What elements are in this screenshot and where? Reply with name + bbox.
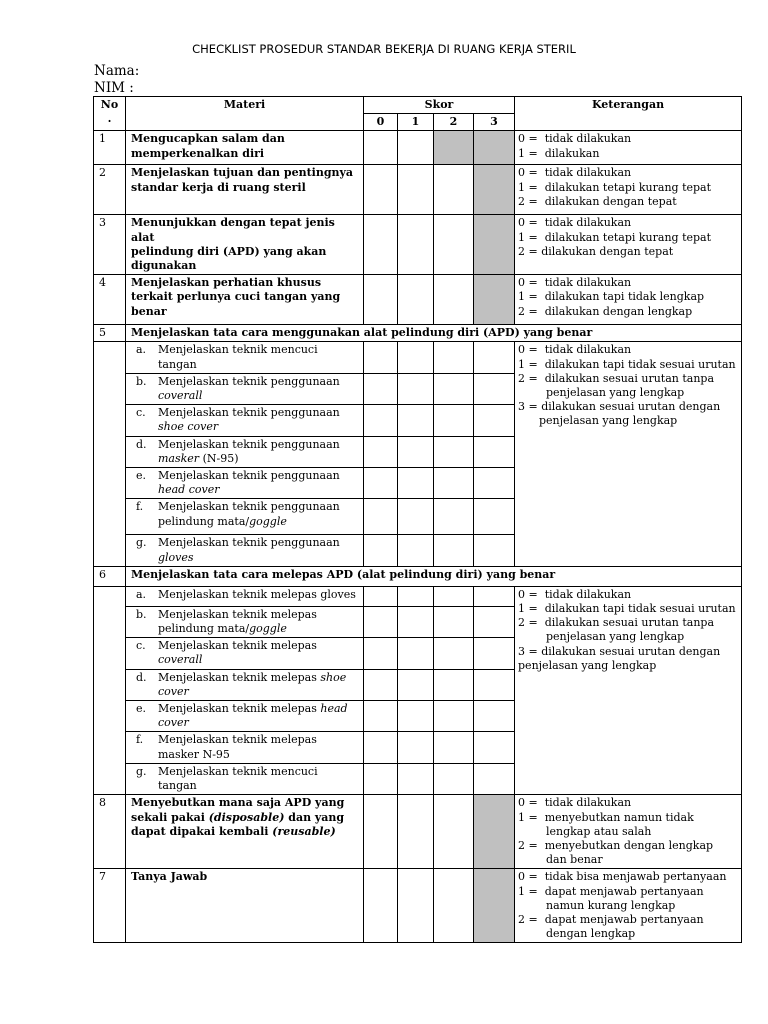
sub-item-row	[94, 342, 742, 373]
sub-item-row	[94, 586, 742, 606]
table-row	[94, 869, 742, 943]
materi-cell: Menyebutkan mana saja APD yang sekali pakai (disposable) dan yang dapat dipakai kembali (reusable)	[126, 795, 364, 869]
keterangan-cell: 0 = tidak dilakukan 1 = dilakukan tetapi kurang tepat 2 = dilakukan dengan tepat	[515, 165, 742, 215]
sub-item-cell: d. Menjelaskan teknik melepas shoe cover	[126, 669, 364, 700]
keterangan-cell: 0 = tidak dilakukan 1 = menyebutkan namun tidak lengkap atau salah 2 = menyebutkan dengan lengkap dan benar	[515, 795, 742, 869]
table-row	[94, 215, 742, 275]
keterangan-cell: 0 = tidak dilakukan 1 = dilakukan tapi tidak lengkap 2 = dilakukan dengan lengkap	[515, 275, 742, 325]
table-row	[94, 795, 742, 869]
sub-item-cell: b. Menjelaskan teknik penggunaan coverall	[126, 373, 364, 404]
keterangan-cell: 0 = tidak bisa menjawab pertanyaan 1 = dapat menjawab pertanyaan namun kurang lengkap 2 = dapat menjawab pertanyaan dengan lengkap	[515, 869, 742, 943]
score-cell-1[interactable]	[398, 131, 434, 165]
score-cell-0[interactable]	[364, 275, 398, 325]
score-cell-0[interactable]	[364, 586, 398, 606]
score-cell-2[interactable]	[434, 732, 474, 763]
score-cell-0[interactable]	[364, 763, 398, 794]
score-cell-2[interactable]	[434, 606, 474, 637]
score-cell-1[interactable]	[398, 586, 434, 606]
score-cell-2[interactable]	[434, 535, 474, 566]
sub-item-cell: b. Menjelaskan teknik melepas pelindung mata/goggle	[126, 606, 364, 637]
score-cell-0[interactable]	[364, 535, 398, 566]
table-row	[94, 275, 742, 325]
score-cell-1[interactable]	[398, 795, 434, 869]
section-title-row	[94, 325, 742, 342]
keterangan-cell: 0 = tidak dilakukan 1 = dilakukan	[515, 131, 742, 165]
score-cell-2[interactable]	[434, 701, 474, 732]
score-cell-1[interactable]	[398, 606, 434, 637]
score-cell-0[interactable]	[364, 732, 398, 763]
sub-item-cell: g. Menjelaskan teknik penggunaan gloves	[126, 535, 364, 566]
sub-item-cell: e. Menjelaskan teknik melepas head cover	[126, 701, 364, 732]
sub-item-cell: f. Menjelaskan teknik melepas masker N-95	[126, 732, 364, 763]
score-cell-1[interactable]	[398, 701, 434, 732]
score-cell-2[interactable]	[434, 638, 474, 669]
table-row	[94, 165, 742, 215]
header-skor: Skor	[364, 97, 515, 114]
row-number-spacer	[94, 342, 126, 566]
materi-cell: Menunjukkan dengan tepat jenis alat pelindung diri (APD) yang akan digunakan	[126, 215, 364, 275]
score-cell-3[interactable]	[474, 342, 515, 373]
score-cell-3-disabled	[474, 131, 515, 165]
score-cell-2[interactable]	[434, 342, 474, 373]
score-cell-1[interactable]	[398, 165, 434, 215]
row-number: 4	[94, 275, 126, 325]
score-cell-0[interactable]	[364, 701, 398, 732]
keterangan-cell: 0 = tidak dilakukan 1 = dilakukan tetapi kurang tepat 2 = dilakukan dengan tepat	[515, 215, 742, 275]
section-title-row	[94, 566, 742, 586]
score-cell-3[interactable]	[474, 669, 515, 700]
score-cell-2[interactable]	[434, 373, 474, 404]
score-cell-3[interactable]	[474, 405, 515, 436]
score-cell-2[interactable]	[434, 468, 474, 499]
page-title: CHECKLIST PROSEDUR STANDAR BEKERJA DI RUANG KERJA STERIL	[192, 42, 576, 56]
table-header-row	[94, 97, 742, 114]
score-header-2: 2	[434, 114, 474, 131]
score-cell-0[interactable]	[364, 795, 398, 869]
score-cell-2[interactable]	[434, 586, 474, 606]
score-cell-1[interactable]	[398, 669, 434, 700]
score-cell-1[interactable]	[398, 499, 434, 535]
row-number: 1	[94, 131, 126, 165]
row-number: 8	[94, 795, 126, 869]
nim-field-label: NIM :	[94, 80, 134, 96]
score-cell-1[interactable]	[398, 763, 434, 794]
score-cell-2[interactable]	[434, 499, 474, 535]
score-cell-1[interactable]	[398, 215, 434, 275]
section-title: Menjelaskan tata cara menggunakan alat pelindung diri (APD) yang benar	[126, 325, 742, 342]
keterangan-cell: 0 = tidak dilakukan 1 = dilakukan tapi tidak sesuai urutan 2 = dilakukan sesuai urutan tanpa penjelasan yang lengkap 3 = dilakukan sesuai urutan dengan penjelasan yang lengkap	[515, 342, 742, 566]
sub-item-cell: c. Menjelaskan teknik penggunaan shoe cover	[126, 405, 364, 436]
score-cell-1[interactable]	[398, 275, 434, 325]
score-cell-0[interactable]	[364, 499, 398, 535]
nama-field-label: Nama:	[94, 63, 140, 79]
score-cell-1[interactable]	[398, 638, 434, 669]
score-cell-0[interactable]	[364, 436, 398, 467]
row-number-spacer	[94, 586, 126, 794]
score-cell-1[interactable]	[398, 468, 434, 499]
row-number: 2	[94, 165, 126, 215]
materi-cell: Mengucapkan salam dan memperkenalkan diri	[126, 131, 364, 165]
score-cell-0[interactable]	[364, 669, 398, 700]
score-cell-3-disabled	[474, 869, 515, 943]
score-cell-3[interactable]	[474, 701, 515, 732]
score-cell-3[interactable]	[474, 373, 515, 404]
score-cell-0[interactable]	[364, 131, 398, 165]
score-cell-3-disabled	[474, 165, 515, 215]
score-cell-3[interactable]	[474, 606, 515, 637]
score-cell-3-disabled	[474, 275, 515, 325]
score-cell-0[interactable]	[364, 165, 398, 215]
score-cell-3[interactable]	[474, 436, 515, 467]
sub-item-cell: a. Menjelaskan teknik melepas gloves	[126, 586, 364, 606]
row-number: 6	[94, 566, 126, 586]
score-cell-2[interactable]	[434, 763, 474, 794]
row-number: 3	[94, 215, 126, 275]
score-cell-2[interactable]	[434, 795, 474, 869]
score-cell-2[interactable]	[434, 669, 474, 700]
score-cell-0[interactable]	[364, 638, 398, 669]
score-cell-0[interactable]	[364, 869, 398, 943]
score-cell-2[interactable]	[434, 436, 474, 467]
score-cell-3-disabled	[474, 795, 515, 869]
materi-cell: Menjelaskan tujuan dan pentingnya standar kerja di ruang steril	[126, 165, 364, 215]
score-cell-2[interactable]	[434, 869, 474, 943]
score-cell-1[interactable]	[398, 436, 434, 467]
score-cell-0[interactable]	[364, 405, 398, 436]
score-cell-2[interactable]	[434, 215, 474, 275]
row-number: 5	[94, 325, 126, 342]
score-cell-3[interactable]	[474, 535, 515, 566]
score-cell-0[interactable]	[364, 342, 398, 373]
score-cell-3[interactable]	[474, 638, 515, 669]
score-cell-0[interactable]	[364, 373, 398, 404]
table-row	[94, 131, 742, 165]
score-cell-2[interactable]	[434, 405, 474, 436]
materi-cell: Tanya Jawab	[126, 869, 364, 943]
header-keterangan: Keterangan	[515, 97, 742, 131]
score-cell-0[interactable]	[364, 468, 398, 499]
score-cell-3[interactable]	[474, 732, 515, 763]
sub-item-cell: d. Menjelaskan teknik penggunaan masker (N-95)	[126, 436, 364, 467]
materi-cell: Menjelaskan perhatian khusus terkait perlunya cuci tangan yang benar	[126, 275, 364, 325]
score-cell-1[interactable]	[398, 732, 434, 763]
score-cell-3[interactable]	[474, 586, 515, 606]
score-cell-3-disabled	[474, 215, 515, 275]
section-title: Menjelaskan tata cara melepas APD (alat pelindung diri) yang benar	[126, 566, 742, 586]
sub-item-cell: f. Menjelaskan teknik penggunaan pelindung mata/goggle	[126, 499, 364, 535]
score-cell-1[interactable]	[398, 869, 434, 943]
row-number: 7	[94, 869, 126, 943]
score-header-1: 1	[398, 114, 434, 131]
score-cell-2[interactable]	[434, 275, 474, 325]
sub-item-cell: c. Menjelaskan teknik melepas coverall	[126, 638, 364, 669]
score-cell-0[interactable]	[364, 606, 398, 637]
keterangan-cell: 0 = tidak dilakukan 1 = dilakukan tapi tidak sesuai urutan 2 = dilakukan sesuai urutan tanpa penjelasan yang lengkap 3 = dilakukan sesuai urutan dengan penjelasan yang lengkap	[515, 586, 742, 794]
sub-item-cell: g. Menjelaskan teknik mencuci tangan	[126, 763, 364, 794]
header-no: No .	[94, 97, 126, 131]
score-cell-1[interactable]	[398, 342, 434, 373]
score-cell-0[interactable]	[364, 215, 398, 275]
checklist-table	[93, 96, 742, 943]
score-cell-2[interactable]	[434, 165, 474, 215]
header-materi: Materi	[126, 97, 364, 131]
score-cell-3[interactable]	[474, 468, 515, 499]
score-cell-2-disabled	[434, 131, 474, 165]
sub-item-cell: a. Menjelaskan teknik mencuci tangan	[126, 342, 364, 373]
score-cell-3[interactable]	[474, 499, 515, 535]
score-header-0: 0	[364, 114, 398, 131]
sub-item-cell: e. Menjelaskan teknik penggunaan head cover	[126, 468, 364, 499]
score-cell-3[interactable]	[474, 763, 515, 794]
score-cell-1[interactable]	[398, 535, 434, 566]
score-cell-1[interactable]	[398, 373, 434, 404]
score-header-3: 3	[474, 114, 515, 131]
score-cell-1[interactable]	[398, 405, 434, 436]
